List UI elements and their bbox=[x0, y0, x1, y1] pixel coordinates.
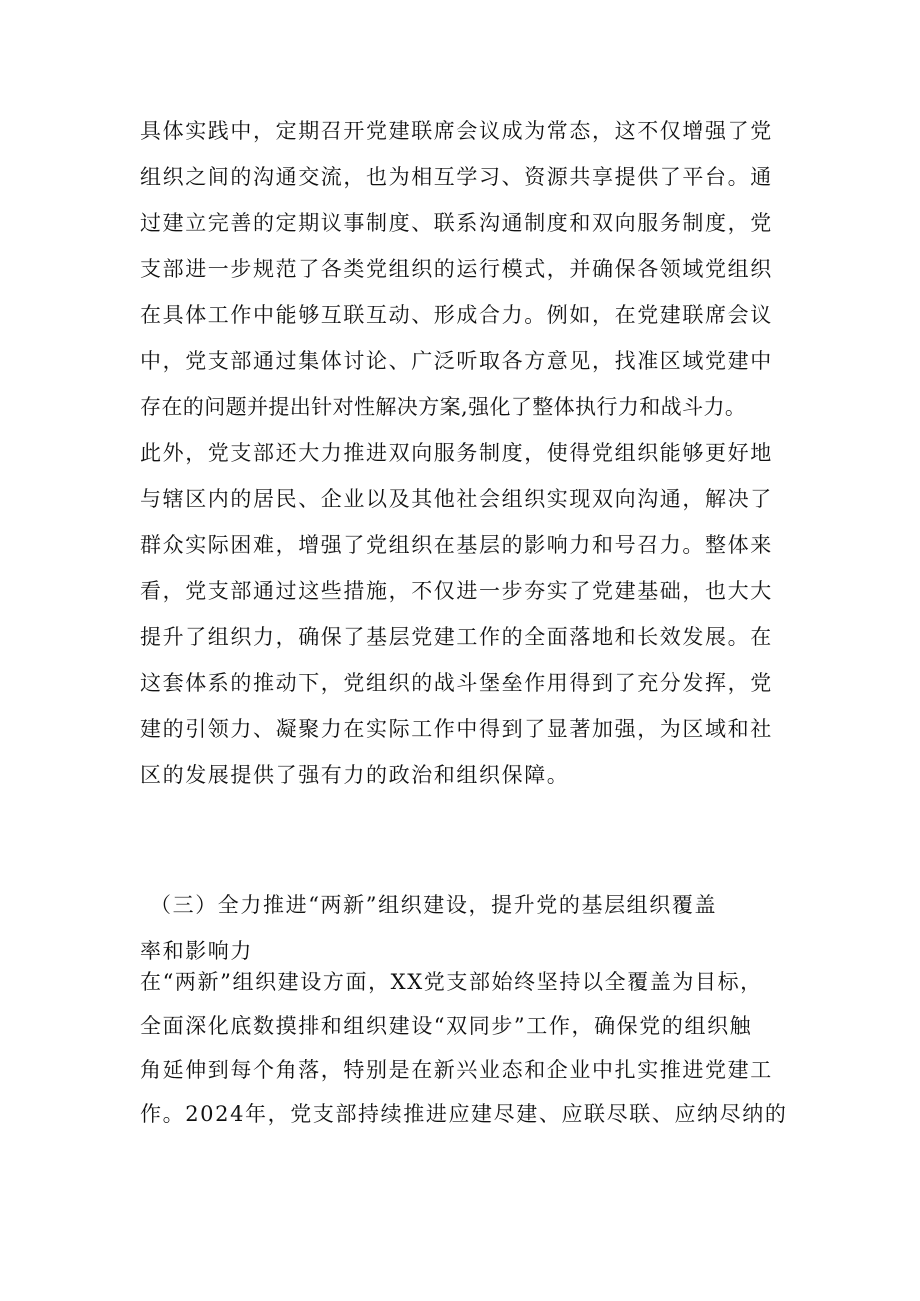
text-line: 全面深化底数摸排和组织建设“双同步”工作，确保党的组织触 bbox=[140, 1014, 753, 1038]
text-line: 群众实际困难，增强了党组织在基层的影响力和号召力。整体来 bbox=[140, 533, 773, 557]
text-line: 支部进一步规范了各类党组织的运行模式，并确保各领域党组织 bbox=[140, 257, 773, 281]
text-line: 提升了组织力，确保了基层党建工作的全面落地和长效发展。在 bbox=[140, 625, 773, 649]
text-line: 区的发展提供了强有力的政治和组织保障。 bbox=[140, 763, 570, 787]
body-paragraph bbox=[140, 960, 800, 1136]
text-line: 具体实践中，定期召开党建联席会议成为常态，这不仅增强了党 bbox=[140, 119, 773, 143]
text-line: 此外，党支部还大力推进双向服务制度，使得党组织能够更好地 bbox=[140, 441, 773, 465]
text-line: 角延伸到每个角落，特别是在新兴业态和企业中扎实推进党建工 bbox=[140, 1058, 773, 1082]
text-line: 与辖区内的居民、企业以及其他社会组织实现双向沟通，解决了 bbox=[140, 487, 773, 511]
text-line: 在“两新”组织建设方面，XX党支部始终坚持以全覆盖为目标， bbox=[140, 970, 763, 994]
text-line: 建的引领力、凝聚力在实际工作中得到了显著加强，为区域和社 bbox=[140, 717, 773, 741]
text-line: 在具体工作中能够互联互动、形成合力。例如，在党建联席会议 bbox=[140, 303, 773, 327]
body-paragraph bbox=[140, 108, 800, 798]
text-line: 过建立完善的定期议事制度、联系沟通制度和双向服务制度，党 bbox=[140, 211, 773, 235]
text-line: 这套体系的推动下，党组织的战斗堡垒作用得到了充分发挥，党 bbox=[140, 671, 773, 695]
text-line: 组织之间的沟通交流，也为相互学习、资源共享提供了平台。通 bbox=[140, 165, 773, 189]
text-line: 存在的问题并提出针对性解决方案,强化了整体执行力和战斗力。 bbox=[140, 395, 747, 419]
text-line: 看，党支部通过这些措施，不仅进一步夯实了党建基础，也大大 bbox=[140, 579, 773, 603]
text-line: 中，党支部通过集体讨论、广泛听取各方意见，找准区域党建中 bbox=[140, 349, 773, 373]
text-line: 作。2024年，党支部持续推进应建尽建、应联尽联、应纳尽纳的 bbox=[140, 1102, 788, 1126]
heading-line: 率和影响力 bbox=[140, 939, 253, 963]
heading-line: （三）全力推进“两新”组织建设，提升党的基层组织覆盖 bbox=[150, 893, 718, 917]
